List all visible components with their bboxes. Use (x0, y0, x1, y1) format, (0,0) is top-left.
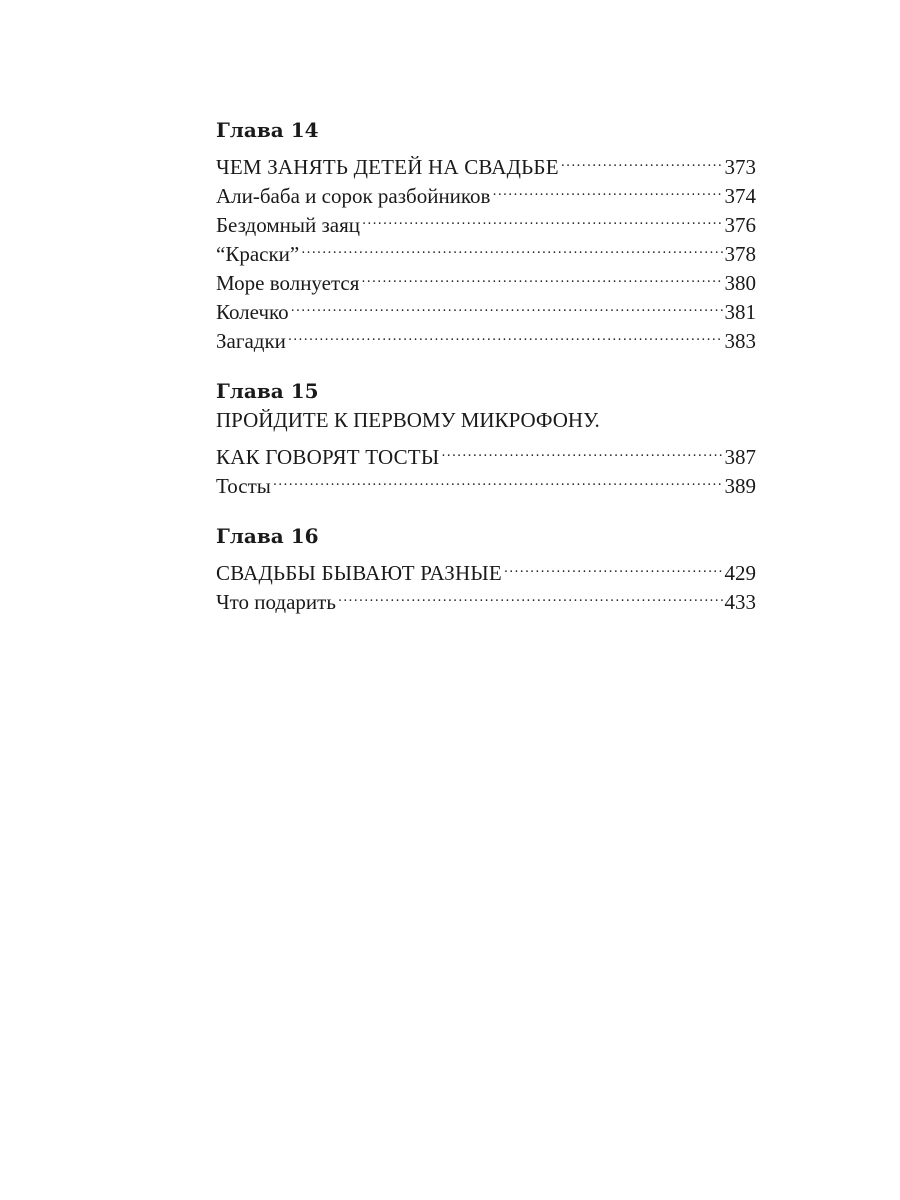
toc-entry-title: Что подарить (216, 590, 336, 614)
toc-entry[interactable] (216, 551, 756, 585)
chapter-14 (216, 116, 756, 353)
toc-entry-title: КАК ГОВОРЯТ ТОСТЫ (216, 445, 440, 469)
toc-entry-title: Бездомный заяц (216, 213, 360, 237)
toc-entry-title: Колечко (216, 300, 289, 324)
chapter-heading: Глава 14 (216, 118, 319, 142)
toc-entry-title: Загадки (216, 329, 286, 353)
toc-entry[interactable] (216, 435, 756, 469)
dot-leader (561, 145, 723, 174)
dot-leader (362, 203, 723, 232)
dot-leader (492, 174, 722, 203)
dot-leader (273, 464, 723, 493)
toc-entry[interactable] (216, 464, 756, 498)
toc-entry-title: Тосты (216, 474, 271, 498)
chapter-heading: Глава 16 (216, 524, 319, 548)
dot-leader (291, 290, 723, 319)
toc-entry[interactable] (216, 319, 756, 353)
toc-entry-page: 378 (724, 242, 756, 266)
dot-leader (288, 319, 723, 348)
dot-leader (504, 551, 723, 580)
toc-entry-page: 380 (724, 271, 756, 295)
chapter-16 (216, 522, 756, 614)
toc-entry-page: 433 (724, 590, 756, 614)
dot-leader (301, 232, 722, 261)
toc-entry-page: 383 (724, 329, 756, 353)
chapter-heading: Глава 15 (216, 379, 319, 403)
toc-entry-page: 381 (724, 300, 756, 324)
toc-entry-page: 373 (724, 155, 756, 179)
toc-entry[interactable] (216, 290, 756, 324)
dot-leader (361, 261, 722, 290)
dot-leader (441, 435, 722, 464)
toc-entry-page: 387 (724, 445, 756, 469)
toc-entry-page: 374 (724, 184, 756, 208)
chapter-15 (216, 377, 756, 498)
toc-entry-title: “Краски” (216, 242, 300, 266)
toc-entry-page: 389 (724, 474, 756, 498)
toc-entry[interactable] (216, 145, 756, 179)
toc-entry-title: Али-баба и сорок разбойников (216, 184, 491, 208)
table-of-contents (216, 116, 756, 638)
toc-entry-title-line[interactable]: ПРОЙДИТЕ К ПЕРВОМУ МИКРОФОНУ. (216, 408, 600, 432)
toc-entry-title: ЧЕМ ЗАНЯТЬ ДЕТЕЙ НА СВАДЬБЕ (216, 155, 559, 179)
toc-entry-title: СВАДЬБЫ БЫВАЮТ РАЗНЫЕ (216, 561, 502, 585)
toc-entry-page: 429 (724, 561, 756, 585)
dot-leader (338, 580, 723, 609)
toc-entry-page: 376 (724, 213, 756, 237)
toc-entry-title: Море волнуется (216, 271, 360, 295)
